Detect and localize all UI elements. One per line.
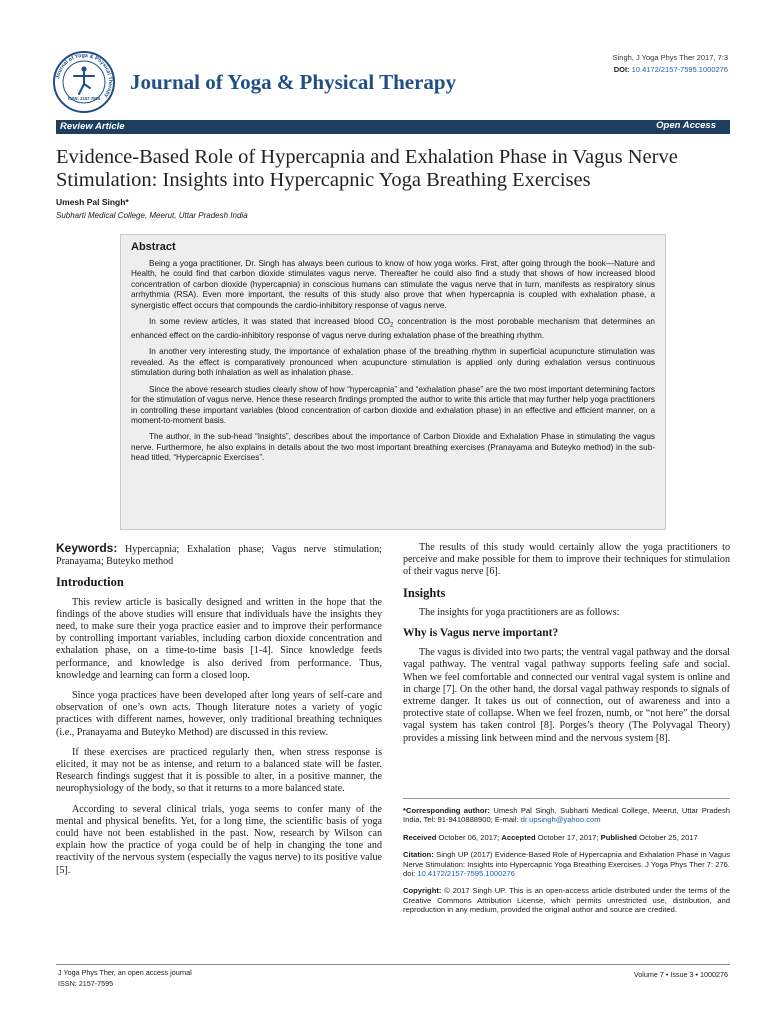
intro-paragraph: Since yoga practices have been developed after long years of self-care and observation of one’s own acts. Though literature notes a variety of yogic practices with different names, however, only traditional breathing techniques (i.e., Pranayama and Buteyko Method) are discussed in this review. xyxy=(56,690,382,738)
footer-rule xyxy=(56,964,730,965)
vagus-heading: Why is Vagus nerve important? xyxy=(403,627,559,640)
intro-paragraph: This review article is basically designed and written in the hope that the findings of the above studies will ensure that individuals have the insights they need, to make sure their yoga practice easier and to improve their performance by controlling important variables, including carbon dioxide concentration and exhalation phase, on a time-to-time basis [1-4]. Since knowledge feeds performance, and knowledge is also derived from performance. Thus, knowledge and learning can form a closed loop. xyxy=(56,596,382,681)
footer-journal-line: J Yoga Phys Ther, an open access journal xyxy=(58,968,192,977)
header-citation xyxy=(613,52,728,76)
header-doi: DOI: 10.4172/2157-7595.1000276 xyxy=(613,65,728,74)
corresponding-author: *Corresponding author: Umesh Pal Singh, Subharti Medical College, Meerut, Uttar Pradesh India, Tel: 91-9410888900; E-mail: dr.upsingh@yahoo.com xyxy=(403,806,730,825)
article-title: Evidence-Based Role of Hypercapnia and Exhalation Phase in Vagus Nerve Stimulation: Insights into Hypercapnic Yoga Breathing Exercises xyxy=(56,146,678,191)
introduction-heading: Introduction xyxy=(56,575,124,590)
abstract-heading: Abstract xyxy=(131,241,176,253)
journal-logo xyxy=(52,50,116,114)
journal-title: Journal of Yoga & Physical Therapy xyxy=(130,70,457,94)
keywords-label: Keywords: xyxy=(56,541,118,555)
dates: Received October 06, 2017; Accepted October 17, 2017; Published October 25, 2017 xyxy=(403,832,698,842)
yoga-figure-head xyxy=(81,66,86,71)
abstract-paragraph: In some review articles, it was stated that increased blood $CO_2$ concentration is the most porobable mechanism that determines an enhanced effect on the cardio-inhibitory response of vagus nerve during exhalation phase of the breathing rhythm. xyxy=(131,317,655,341)
correspondence-block xyxy=(403,806,730,923)
intro-paragraph: According to several clinical trials, yoga seems to confer many of the mental and physical benefits. Yet, for a long time, the scientific basis of yoga could have not been established in the past. Now, research by Wilson can explain how the practice of yoga could be of help in changing the tone and reactivity of the nervous system (especially the vagus nerve) to its positive value [5]. xyxy=(56,803,382,876)
results-paragraph: The results of this study would certainly allow the yoga practitioners to perceive and make possible for them to improve their techniques for stimulation of their vagus nerve [6]. xyxy=(403,542,730,578)
insights-paragraph: The insights for yoga practitioners are as follows: xyxy=(419,606,620,618)
vagus-paragraph: The vagus is divided into two parts; the ventral vagal pathway and the dorsal vagal pathway. The ventral vagal pathway supports feeling safe and social. When we feel comfortable and connected our ventral vagal system is online and in charge [7]. On the other hand, the dorsal vagal pathway responds to signals of extreme danger. It takes us out of connection, out of awareness and into a protective state of collapse. When we feel frozen, numb, or “not here” the dorsal vagal system has taken control [8]. Porges’s theory (The Polyvagal Theory) provides a missing link between mind and the nervous system [8]. xyxy=(403,647,730,744)
article-type-label: Review Article xyxy=(60,121,125,132)
copyright: Copyright: © 2017 Singh UP. This is an open-access article distributed under the terms of the Creative Commons Attribution License, which permits unrestricted use, distribution, and reproduction in any medium, provided the original author and source are credited. xyxy=(403,886,730,915)
logo-issn: ISSN: 2157-7595 xyxy=(67,96,101,101)
abstract-paragraph: In another very interesting study, the importance of exhalation phase of the breathing rhythm in superficial acupuncture stimulation was revealed. As the effect is comparatively pronounced when acupuncture stimulation is applied only during exhalation versus continuous stimulation during both inhalation as well as inhalation phase. xyxy=(131,347,655,378)
correspondence-divider xyxy=(403,798,730,799)
citation-short: Singh, J Yoga Phys Ther 2017, 7:3 xyxy=(612,53,728,62)
email-link[interactable]: dr.upsingh@yahoo.com xyxy=(520,815,601,825)
author-affiliation: Subharti Medical College, Meerut, Uttar Pradesh India xyxy=(56,211,248,220)
author-name: Umesh Pal Singh* xyxy=(56,197,129,207)
left-column xyxy=(56,542,382,885)
footer-issn: ISSN: 2157-7595 xyxy=(58,979,114,988)
abstract-box xyxy=(120,234,666,530)
keywords xyxy=(56,542,382,568)
intro-paragraph: If these exercises are practiced regularly then, when stress response is elicited, it may not be as intense, and return to a balanced state will be faster. Research findings suggest that it is possible to alter, in a positive manner, the neurophysiology of the body, so that it returns to a more balanced state. xyxy=(56,746,382,795)
keywords-text: Hypercapnia; Exhalation phase; Vagus nerve stimulation; Pranayama; Buteyko method xyxy=(56,544,382,568)
abstract-paragraph: Since the above research studies clearly show of how “hypercapnia” and “exhalation phase” are the two most important determining factors for the stimulation of vagus nerve. Hence these research findings prompted the author to write this article that may further help yoga practitioners in controlling these important variables (blood concentration of carbon dioxide and exhalation phase) in an effective and efficient manner, on a moment-to-moment basis. xyxy=(131,384,655,425)
article-type-bar xyxy=(56,120,730,134)
insights-heading: Insights xyxy=(403,585,446,600)
footer-journal xyxy=(58,967,192,989)
citation: Citation: Singh UP (2017) Evidence-Based Role of Hypercapnia and Exhalation Phase in Vagus Nerve Stimulation: Insights into Hypercapnic Yoga Breathing Exercises. J Yoga Phys Ther 7: 276. doi: 10.4172/2157-7595.1000276 xyxy=(403,850,730,879)
abstract-paragraph: The author, in the sub-head “Insights”, describes about the importance of Carbon Dioxide and Exhalation Phase in stimulating the vagus nerve. Furthermore, he also explains in details about the two most important breathing exercises (Pranayama and Buteyko method) in the sub-head titled, “Hypercapnic Exercises”. xyxy=(131,432,655,463)
abstract-paragraph: Being a yoga practitioner, Dr. Singh has always been curious to know of how yoga works. First, after going through the book—Nature and Health, he could find that carbon dioxide stimulates vagus nerve. Thereafter he could also find a study that shows of how increased blood concentration of carbon dioxide (hypercapnia) in conscious humans can stimulate the vagus nerve that in turn, manifests as respiratory sinus arrhythmia (RSA). Even more important, the results of this study also prove that when hypercapnia is coupled with exhalation phase, a synergistic effect occurs that compounds the cardio-inhibitory response of vagus nerve. xyxy=(131,259,655,310)
right-column xyxy=(403,542,730,753)
doi-link[interactable]: 10.4172/2157-7595.1000276 xyxy=(631,65,728,74)
footer-volume: Volume 7 • Issue 3 • 1000276 xyxy=(633,970,728,979)
logo-ring-text: Journal of Yoga & Physical Therapy xyxy=(55,52,114,99)
open-access-label: Open Access xyxy=(656,120,716,131)
citation-doi-link[interactable]: 10.4172/2157-7595.1000276 xyxy=(417,869,515,879)
